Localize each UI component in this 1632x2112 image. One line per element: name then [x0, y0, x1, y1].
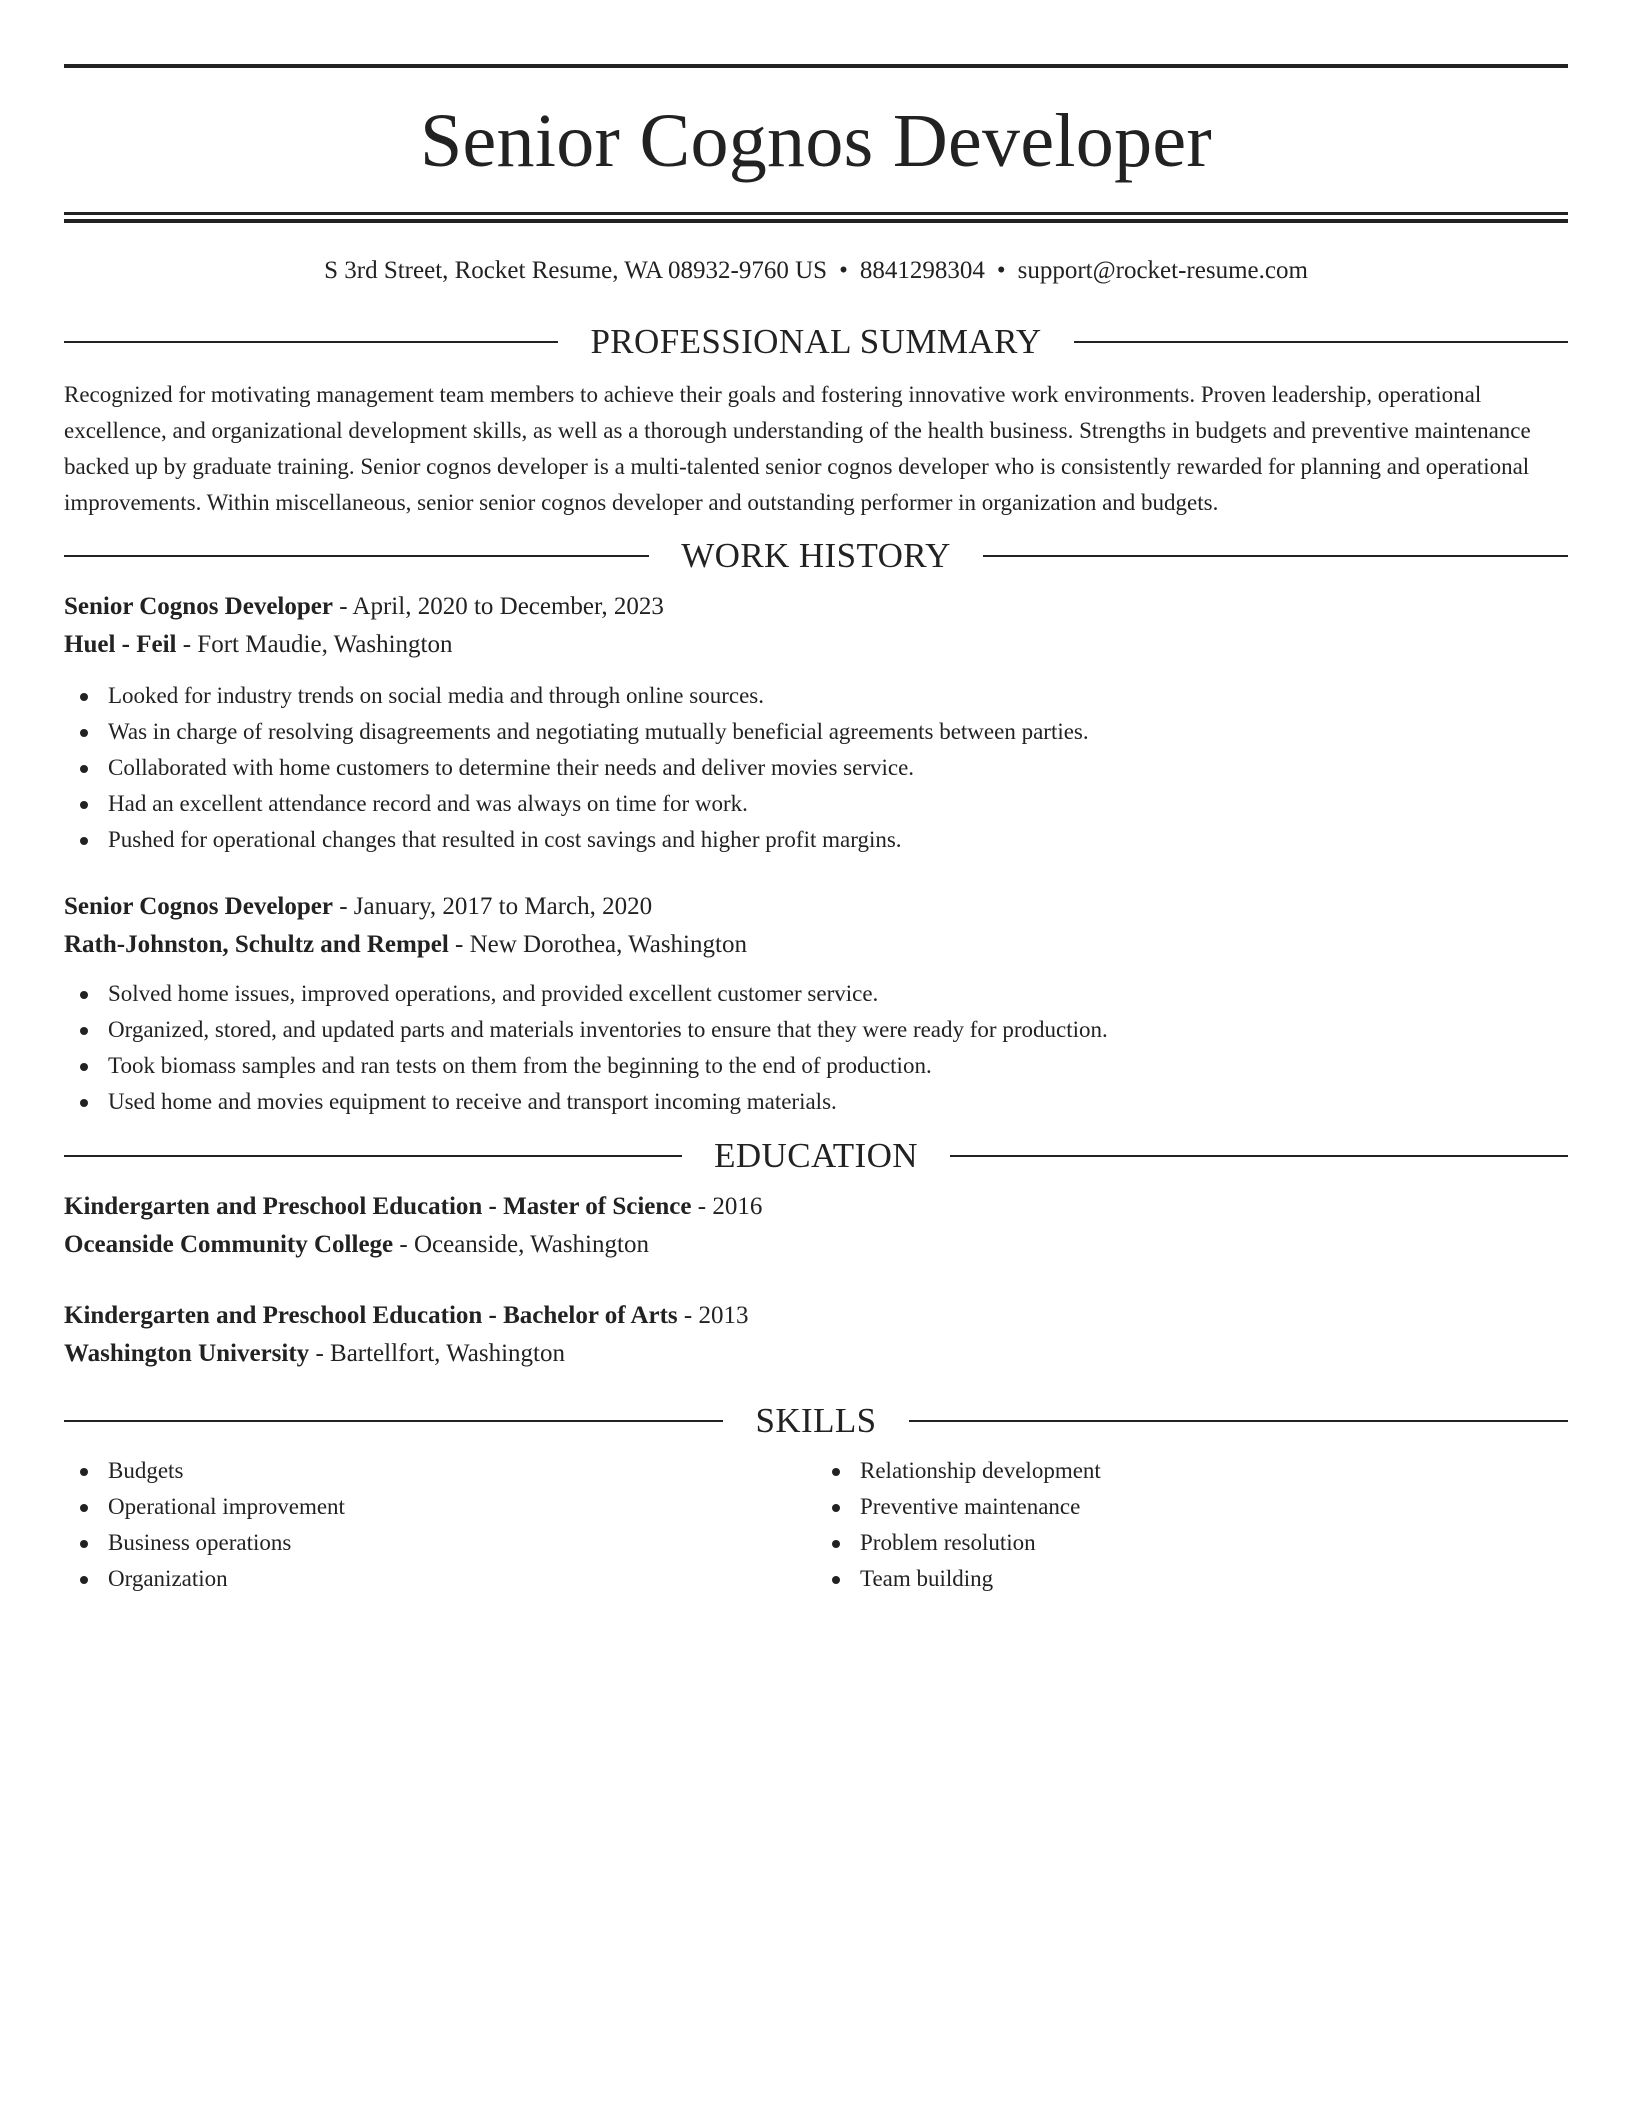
bullet-dot: [80, 693, 88, 701]
school-location: - Bartellfort, Washington: [309, 1340, 565, 1367]
list-item: [816, 1489, 1568, 1525]
skills-list: [64, 1453, 816, 1597]
section-rule-left: [64, 1155, 682, 1157]
skill-text: Organization: [108, 1566, 228, 1591]
skills-grid: [64, 1453, 1568, 1597]
degree-name: Kindergarten and Preschool Education - Bachelor of Arts: [64, 1302, 678, 1329]
job-title-line: [64, 888, 1568, 926]
summary-text: Recognized for motivating management team members to achieve their goals and fostering innovative work environments. Proven leadership, operational excellence, and organizational development skills, as well as a thorough understanding of the health business. Strengths in budgets and preventive maintenance backed up by graduate training. Senior cognos developer is a multi-talented senior cognos developer who is consistently rewarded for planning and operational improvements. Within miscellaneous, senior senior cognos developer and outstanding performer in organization and budgets.: [64, 382, 1531, 515]
bullet-dot: [80, 729, 88, 737]
list-item: [816, 1453, 1568, 1489]
contact-line: [64, 256, 1568, 286]
bullet-dot: [80, 1576, 88, 1584]
work-section-header: [64, 536, 1568, 576]
job-title-line: [64, 588, 1568, 626]
bullet-text: Looked for industry trends on social media and through online sources.: [108, 683, 764, 708]
skill-text: Operational improvement: [108, 1494, 345, 1519]
summary-heading: PROFESSIONAL SUMMARY: [590, 322, 1042, 361]
job-dates: - April, 2020 to December, 2023: [332, 593, 664, 620]
education-entry: [64, 1188, 1568, 1264]
skills-column-right: [816, 1453, 1568, 1597]
bullet-text: Was in charge of resolving disagreements and negotiating mutually beneficial agreements between parties.: [108, 719, 1089, 744]
bullet-dot: [80, 991, 88, 999]
bullet-text: Collaborated with home customers to determine their needs and deliver movies service.: [108, 755, 915, 780]
contact-separator: •: [996, 257, 1006, 284]
school-line: [64, 1226, 1568, 1264]
job-location: - New Dorothea, Washington: [448, 931, 747, 958]
skills-column-left: [64, 1453, 816, 1597]
section-rule-right: [983, 555, 1568, 557]
degree-line: [64, 1188, 1568, 1226]
list-item: [64, 1489, 816, 1525]
job-company: Huel - Feil: [64, 631, 177, 658]
skill-text: Preventive maintenance: [860, 1494, 1081, 1519]
list-item: [64, 1453, 816, 1489]
list-item: [64, 786, 1568, 822]
title-double-rule: [64, 212, 1568, 223]
bullet-dot: [80, 1468, 88, 1476]
job-title: Senior Cognos Developer: [64, 893, 333, 920]
bullet-dot: [80, 837, 88, 845]
list-item: [64, 678, 1568, 714]
bullet-text: Took biomass samples and ran tests on them from the beginning to the end of production.: [108, 1053, 932, 1078]
list-item: [64, 1048, 1568, 1084]
resume-title: Senior Cognos Developer: [419, 99, 1213, 183]
skill-text: Business operations: [108, 1530, 292, 1555]
job-entry: [64, 888, 1568, 1120]
skills-list: [816, 1453, 1568, 1597]
job-entry: [64, 588, 1568, 858]
job-company-line: [64, 626, 1568, 664]
contact-email: support@rocket-resume.com: [1017, 257, 1308, 284]
bullet-dot: [80, 1063, 88, 1071]
school-location: - Oceanside, Washington: [393, 1231, 649, 1258]
job-bullets: [64, 678, 1568, 858]
section-rule-left: [64, 341, 558, 343]
contact-phone: 8841298304: [859, 257, 985, 284]
bullet-dot: [832, 1576, 840, 1584]
bullet-dot: [80, 1099, 88, 1107]
degree-name: Kindergarten and Preschool Education - Master of Science: [64, 1193, 692, 1220]
bullet-dot: [832, 1468, 840, 1476]
degree-year: - 2013: [677, 1302, 749, 1329]
contact-address: S 3rd Street, Rocket Resume, WA 08932-9760 US: [324, 257, 828, 284]
list-item: [64, 1525, 816, 1561]
education-entry: [64, 1297, 1568, 1373]
bullet-dot: [832, 1504, 840, 1512]
skill-text: Team building: [860, 1566, 994, 1591]
bullet-dot: [80, 1540, 88, 1548]
school-line: [64, 1335, 1568, 1373]
list-item: [64, 822, 1568, 858]
skill-text: Relationship development: [860, 1458, 1101, 1483]
list-item: [64, 750, 1568, 786]
bullet-dot: [80, 801, 88, 809]
list-item: [64, 976, 1568, 1012]
school-name: Oceanside Community College: [64, 1231, 394, 1258]
skills-heading: SKILLS: [755, 1401, 877, 1440]
skills-section-header: [64, 1401, 1568, 1441]
bullet-dot: [80, 1027, 88, 1035]
education-heading: EDUCATION: [714, 1136, 918, 1175]
summary-section-header: [64, 322, 1568, 362]
bullet-text: Had an excellent attendance record and was always on time for work.: [108, 791, 748, 816]
section-rule-right: [909, 1420, 1568, 1422]
skill-text: Budgets: [108, 1458, 184, 1483]
list-item: [64, 1561, 816, 1597]
bullet-dot: [832, 1540, 840, 1548]
bullet-text: Pushed for operational changes that resulted in cost savings and higher profit margins.: [108, 827, 902, 852]
contact-separator: •: [839, 257, 848, 284]
degree-year: - 2016: [691, 1193, 763, 1220]
bullet-text: Solved home issues, improved operations, and provided excellent customer service.: [108, 981, 879, 1006]
bullet-text: Used home and movies equipment to receive and transport incoming materials.: [108, 1089, 837, 1114]
job-location: - Fort Maudie, Washington: [176, 631, 453, 658]
school-name: Washington University: [64, 1340, 310, 1367]
bullet-dot: [80, 1504, 88, 1512]
job-bullets: [64, 976, 1568, 1120]
job-title: Senior Cognos Developer: [64, 593, 333, 620]
section-rule-right: [950, 1155, 1568, 1157]
degree-line: [64, 1297, 1568, 1335]
section-rule-right: [1074, 341, 1568, 343]
section-rule-left: [64, 1420, 723, 1422]
job-dates: - January, 2017 to March, 2020: [332, 893, 653, 920]
list-item: [816, 1561, 1568, 1597]
job-company: Rath-Johnston, Schultz and Rempel: [64, 931, 449, 958]
bullet-text: Organized, stored, and updated parts and materials inventories to ensure that they were ready for production.: [108, 1017, 1108, 1042]
section-rule-left: [64, 555, 649, 557]
skill-text: Problem resolution: [860, 1530, 1036, 1555]
education-section-header: [64, 1136, 1568, 1176]
bullet-dot: [80, 765, 88, 773]
top-rule: [64, 64, 1568, 68]
list-item: [64, 714, 1568, 750]
list-item: [64, 1012, 1568, 1048]
list-item: [64, 1084, 1568, 1120]
job-company-line: [64, 926, 1568, 964]
work-heading: WORK HISTORY: [681, 536, 951, 575]
list-item: [816, 1525, 1568, 1561]
